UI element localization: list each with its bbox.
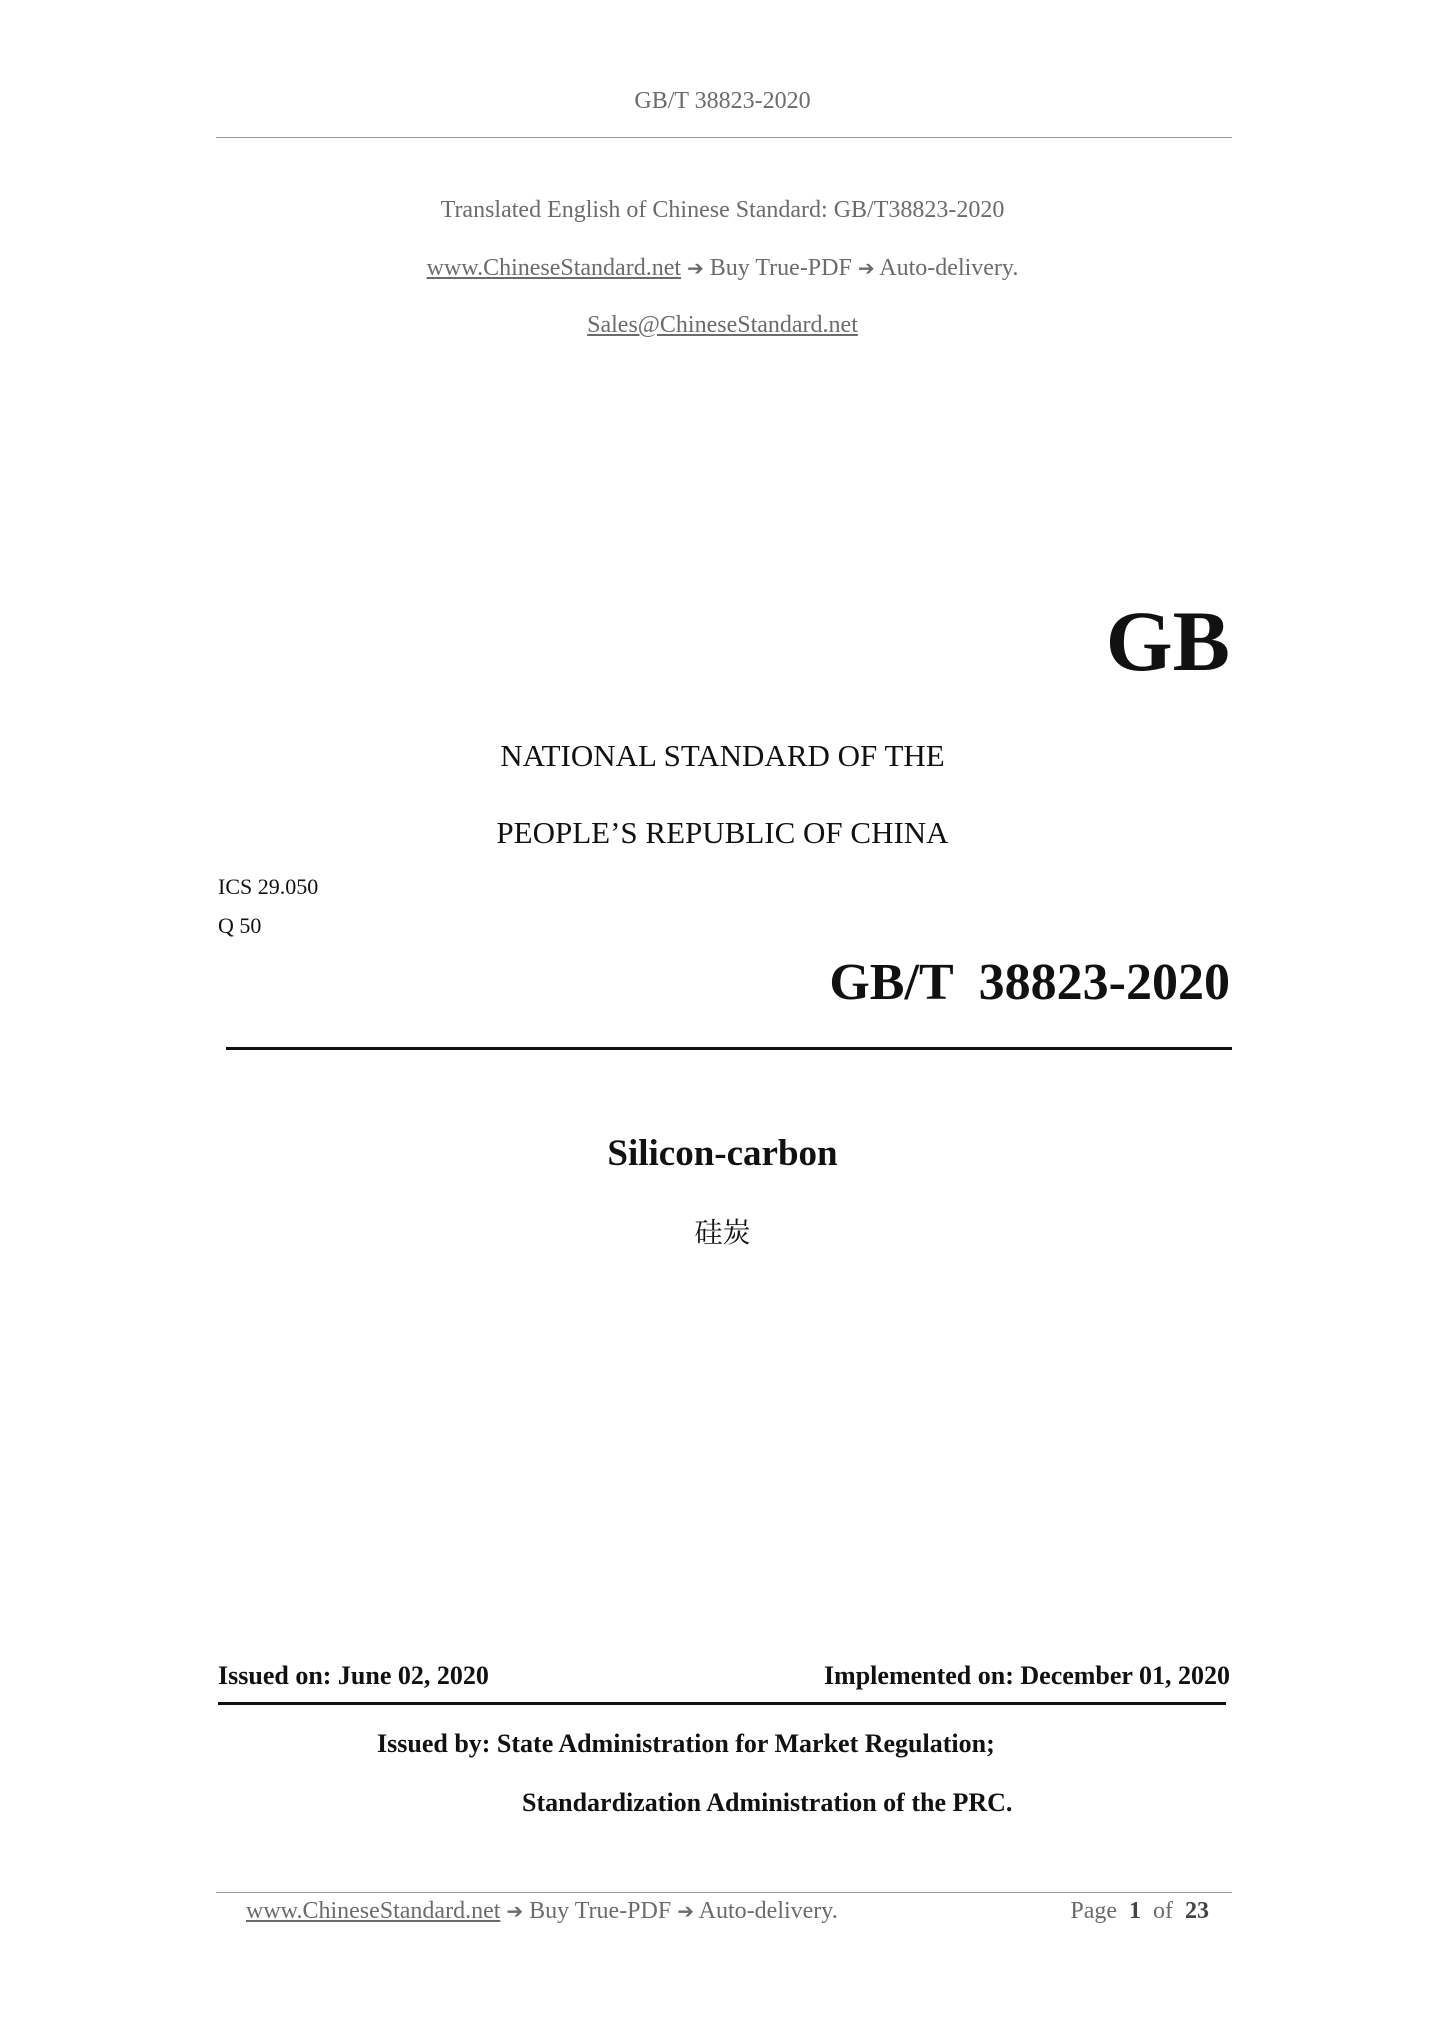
footer-buy-true-pdf-text: Buy True-PDF <box>529 1898 672 1924</box>
sales-email-link[interactable]: Sales@ChineseStandard.net <box>587 312 858 338</box>
issued-by-line1: Issued by: State Administration for Market Regulation; <box>377 1729 995 1758</box>
dates-rule <box>218 1702 1226 1705</box>
national-standard-line2: PEOPLE’S REPUBLIC OF CHINA <box>496 815 949 850</box>
footer-divider <box>216 1892 1232 1893</box>
page-indicator <box>1070 1898 1209 1925</box>
footer-buy-line <box>246 1898 838 1925</box>
issued-on-date: Issued on: June 02, 2020 <box>218 1661 489 1690</box>
ccs-code: Q 50 <box>218 913 262 938</box>
issued-by-line2: Standardization Administration of the PRC. <box>522 1788 1013 1817</box>
arrow-right-icon: ➔ <box>506 1899 524 1923</box>
buy-true-pdf-text: Buy True-PDF <box>709 255 852 281</box>
footer-site-link[interactable]: www.ChineseStandard.net <box>246 1898 501 1924</box>
arrow-right-icon: ➔ <box>857 256 875 280</box>
title-english: Silicon-carbon <box>607 1133 838 1174</box>
site-link[interactable]: www.ChineseStandard.net <box>426 255 682 281</box>
standard-number-rule <box>226 1047 1232 1050</box>
header-divider <box>216 137 1232 138</box>
page-number: 1 <box>1129 1898 1141 1924</box>
gb-logo: GB <box>1105 593 1230 689</box>
page-label: Page <box>1070 1898 1117 1924</box>
running-header: GB/T 38823-2020 <box>634 88 811 114</box>
of-label: of <box>1153 1898 1173 1924</box>
national-standard-line1: NATIONAL STANDARD OF THE <box>500 738 945 773</box>
footer-auto-delivery-text: Auto-delivery. <box>698 1898 838 1924</box>
title-chinese: 硅炭 <box>694 1216 751 1249</box>
arrow-right-icon: ➔ <box>687 256 704 280</box>
total-pages: 23 <box>1185 1898 1209 1924</box>
auto-delivery-text: Auto-delivery. <box>879 255 1019 281</box>
ics-code: ICS 29.050 <box>218 874 319 899</box>
standard-number: GB/T 38823-2020 <box>829 954 1230 1011</box>
arrow-right-icon: ➔ <box>677 1899 694 1923</box>
implemented-on-date: Implemented on: December 01, 2020 <box>823 1661 1230 1690</box>
promo-email-line <box>0 312 1445 339</box>
promo-translated-line: Translated English of Chinese Standard: GB/T38823-2020 <box>440 197 1005 223</box>
promo-buy-line <box>0 255 1445 282</box>
